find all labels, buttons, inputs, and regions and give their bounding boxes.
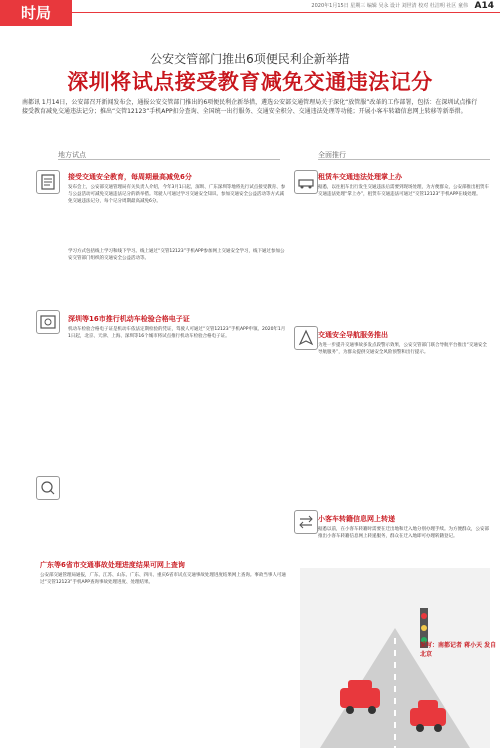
query-icon: [36, 476, 60, 500]
right-column-label: 全面推行: [318, 151, 346, 159]
page-header: [0, 0, 500, 26]
left-paragraph-2: 学习方式包括线上学习和线下学习。线上通过“交管12123”手机APP参加网上交通安全学习，线下通过参加公安交管部门组织的交通安全公益活动等。: [68, 249, 285, 261]
page-number: A14: [474, 1, 494, 11]
certificate-icon: [36, 310, 60, 334]
left-paragraph-4: 公安部交通管理局通报，广东、江苏、山东、广东、四川、重庆6省市试点交通事故处理进度结果网上查询。事故当事人可通过“交管12123”手机APP查询事故处理进度、处理结果。: [40, 573, 286, 585]
section-tag: 时局: [0, 0, 72, 26]
right-paragraph-2: 为进一步提升交通事故多发点段警示效果，公安交管部门联合导航平台推出“交通安全导航服务”，为群众提供交通安全风险预警和出行提示。: [318, 343, 487, 355]
right-paragraph-3: 据悉以前，在小客车转籍时需要在迁出地和迁入地分别办理手续。为方便群众，公安部推出小客车转籍信息网上转递服务，群众在迁入地即可办理转籍登记。: [318, 527, 489, 539]
lead-paragraph: 南都讯 1月14日，公安部召开新闻发布会，通报公安交管部门推出的6项便民利企新举措，遴选公安部交通管理局关于深化“放管服”改革的工作部署，包括：在深圳试点推行接受教育减免交通违法记分；推出“交管12123”手机APP扣分查询、全国统一出行服务、交通安全积分、交通违法处理等功能；开展小客车转籍信息网上转移等新举措。: [22, 99, 478, 115]
right-subhead-1: 租赁车交通违法处理掌上办: [318, 173, 402, 181]
right-subhead-3: 小客车转籍信息网上转递: [318, 515, 395, 523]
left-paragraph-3: 机动车检验合格电子证是机动车依法定期检验的凭证，驾驶人可通过“交管12123”手机APP申领。2020年1月1日起，北京、天津、上海、深圳等16个城市将试点推行机动车检验合格电子证。: [68, 327, 286, 339]
left-column-label: 地方试点: [58, 151, 86, 159]
left-column-rule: [58, 159, 280, 160]
document-icon: [36, 170, 60, 194]
issue-line: 2020年1月15日 星期三 编辑 吴永 设计 刘世清 校对 杜洁明 社区 童伟: [311, 3, 468, 9]
header-rule: [72, 12, 500, 13]
headline: 深圳将试点接受教育减免交通违法记分: [67, 70, 433, 94]
left-subhead-2: 深圳等16市推行机动车检验合格电子证: [68, 315, 190, 323]
right-paragraph-1: 据悉，以往租车出行发生交通违法后需要到现场处理，为方便群众，公安部推出租赁车交通违法处理“掌上办”，租赁车交通违法可通过“交管12123”手机APP在线处理。: [318, 185, 489, 197]
left-paragraph-1: 发布会上，公安部交通管理局有关负责人介绍，今年3月1日起，深圳、广东深圳等地将先行试点接受教育、参与公益活动可减免交通违法记分的新举措。驾驶人可通过学习交通安全知识、参加交通安全公益活动等方式减免交通违法记分，每个记分周期最高减免6分。: [68, 185, 286, 204]
kicker: 公安交管部门推出6项便民利企新举措: [150, 52, 350, 66]
right-subhead-2: 交通安全导航服务推出: [318, 331, 388, 339]
byline: 采写：南都记者 蒋小天 发自北京: [420, 642, 497, 658]
traffic-illustration: [300, 568, 490, 748]
car-icon: [294, 170, 318, 194]
left-subhead-3: 广东等6省市交通事故处理进度结果可网上查询: [40, 561, 185, 569]
transfer-icon: [294, 510, 318, 534]
left-subhead-1: 接受交通安全教育，每周期最高减免6分: [68, 173, 192, 181]
navigation-icon: [294, 326, 318, 350]
right-column-rule: [318, 159, 490, 160]
